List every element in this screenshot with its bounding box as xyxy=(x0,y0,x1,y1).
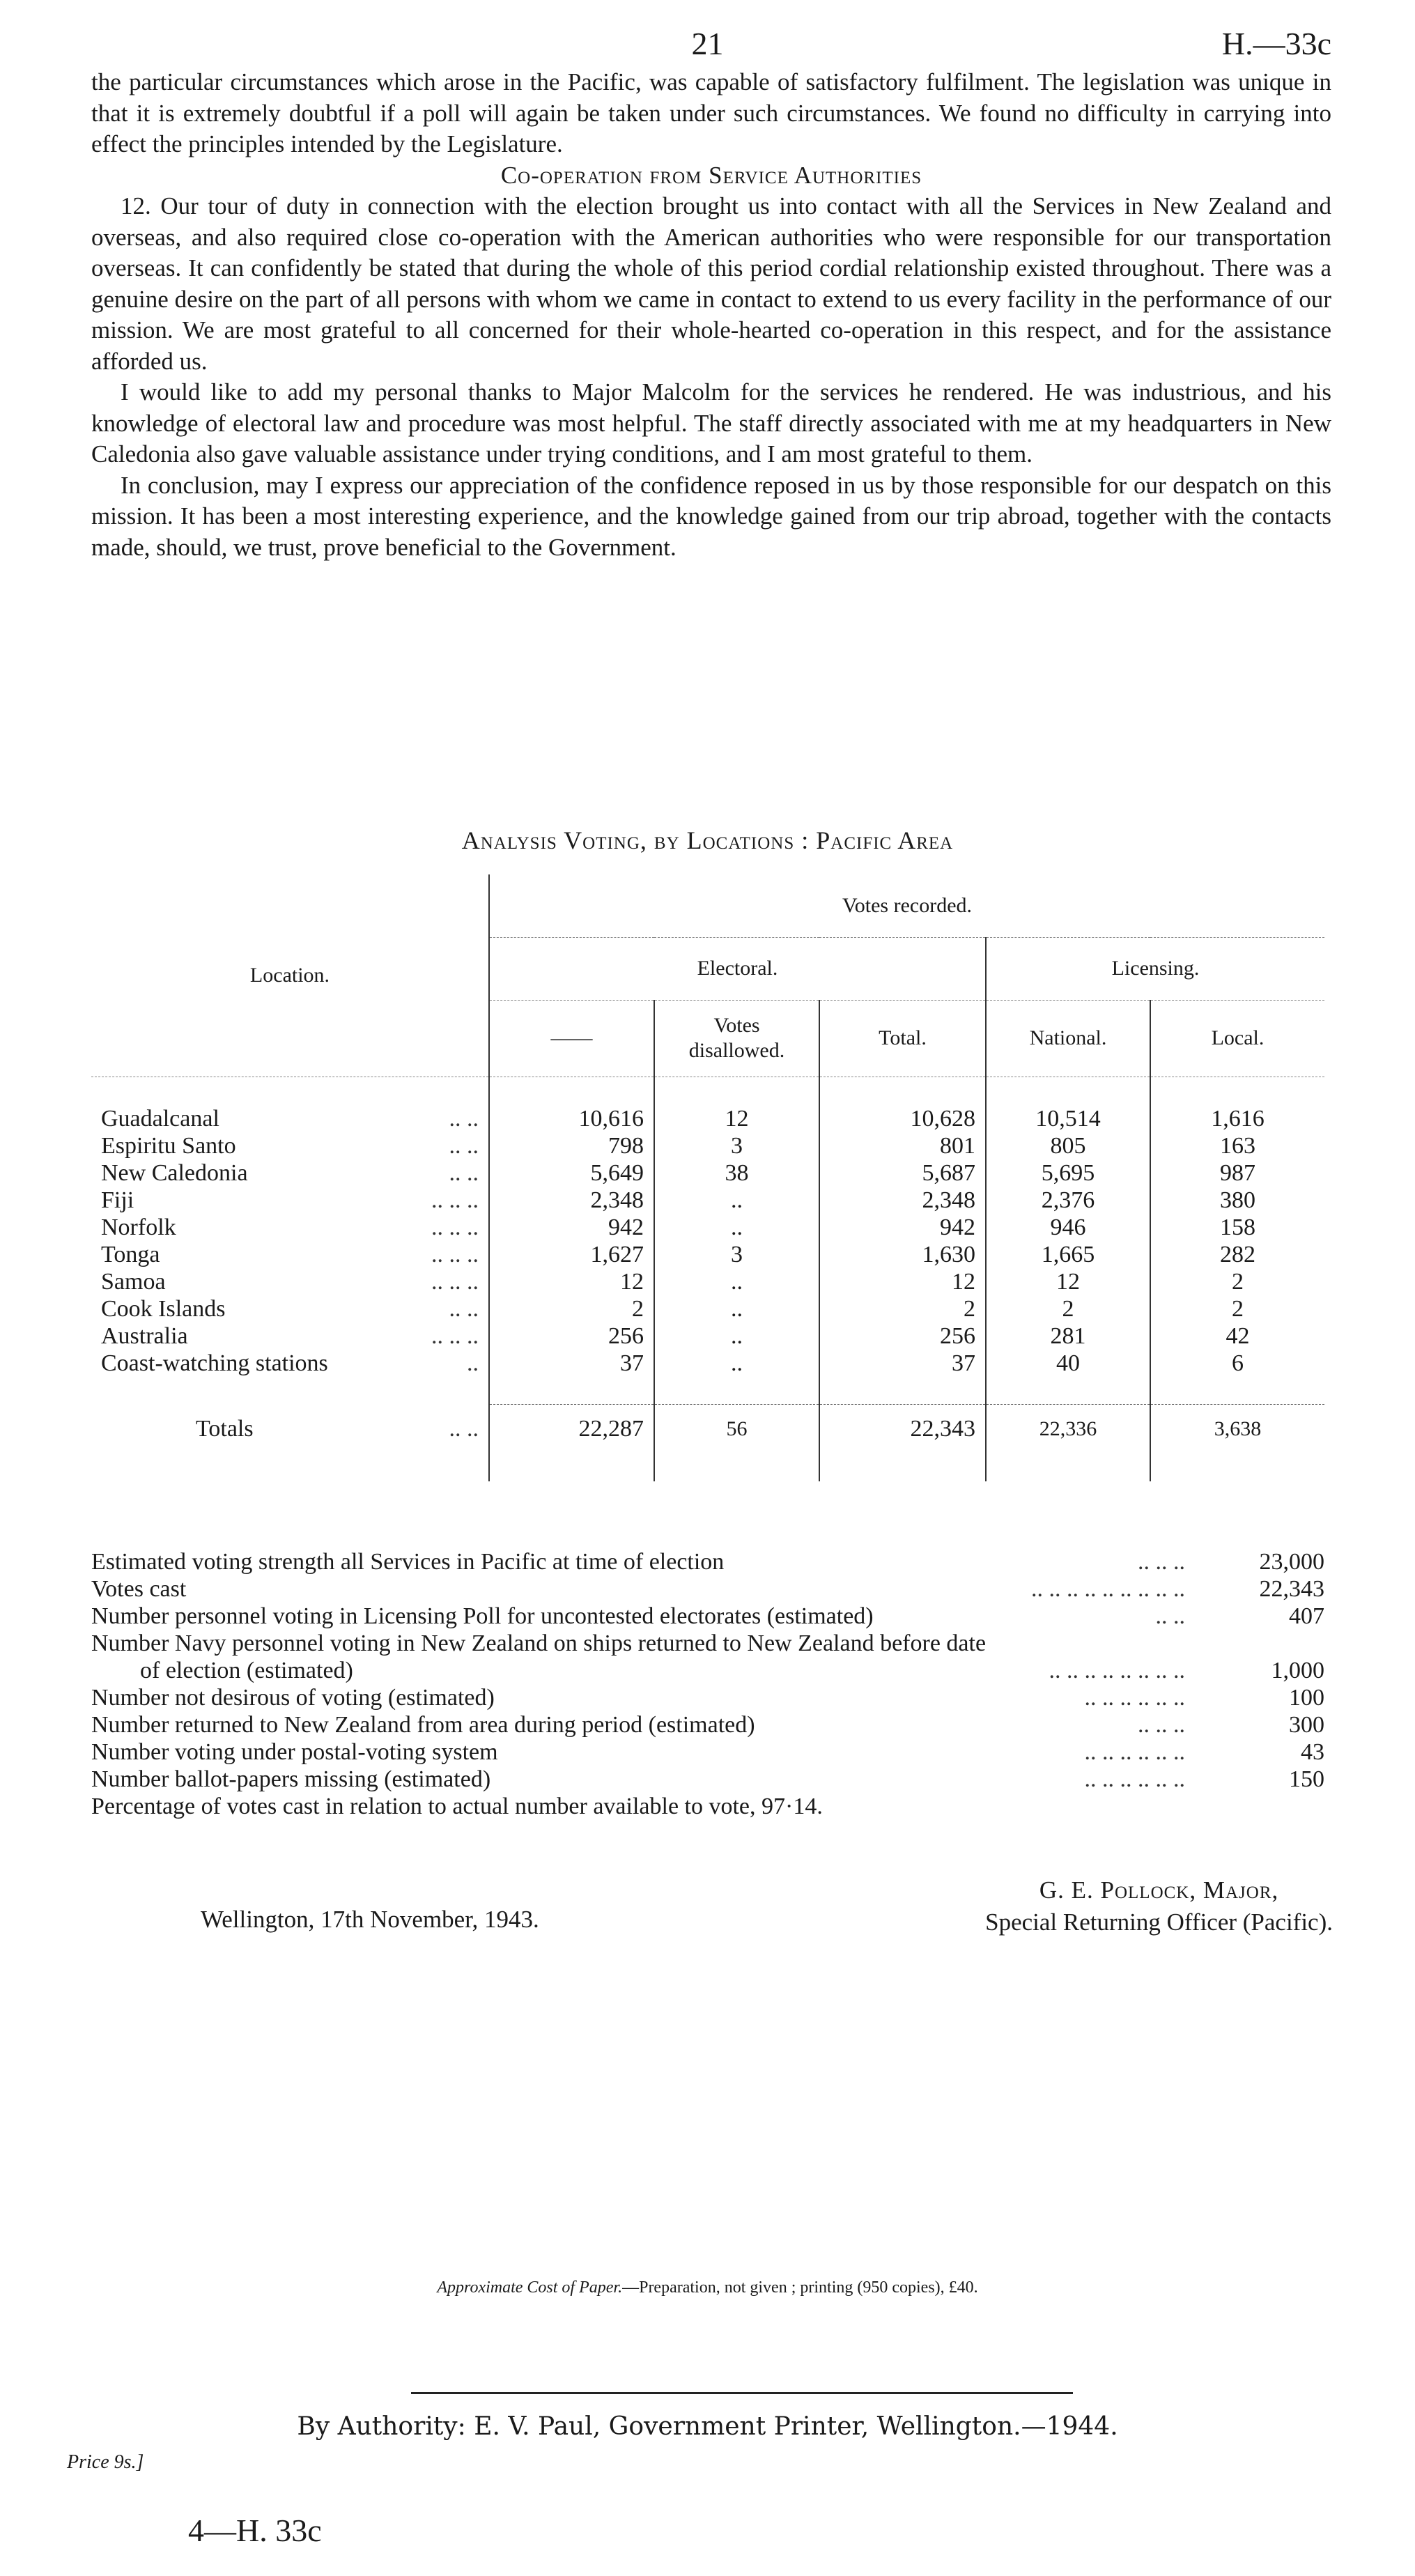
leader-dots: .. xyxy=(467,1350,479,1376)
section-heading: Co-operation from Service Authorities xyxy=(500,161,922,189)
table-row xyxy=(91,1132,1324,1159)
leader-dots: .. .. xyxy=(449,1105,479,1132)
summary-item xyxy=(91,1684,1324,1711)
leader-dots: .. .. .. .. .. .. .. .. .. xyxy=(1031,1576,1185,1602)
local-votes: 2 xyxy=(1150,1268,1324,1295)
leader-dots: .. .. .. .. .. .. xyxy=(1084,1739,1185,1765)
summary-item xyxy=(91,1575,1324,1603)
local-votes: 158 xyxy=(1150,1214,1324,1241)
totals-label: Totals xyxy=(196,1416,254,1442)
totals-row xyxy=(91,1405,1324,1453)
summary-value: 23,000 xyxy=(1259,1549,1324,1575)
cost-text: —Preparation, not given ; printing (950 copies), £40. xyxy=(622,2278,978,2297)
disallowed-votes: .. xyxy=(654,1268,819,1295)
location-name: Guadalcanal xyxy=(101,1105,219,1132)
valid-votes: 5,649 xyxy=(489,1159,654,1187)
table-row xyxy=(91,1105,1324,1132)
printer-authority: By Authority: E. V. Paul, Government Printer, Wellington.—1944. xyxy=(297,2412,1118,2441)
total-votes: 10,628 xyxy=(819,1105,986,1132)
total-votes: 256 xyxy=(819,1322,986,1350)
header-licensing: Licensing. xyxy=(986,937,1324,1000)
disallowed-votes: 3 xyxy=(654,1132,819,1159)
place-date: Wellington, 17th November, 1943. xyxy=(201,1906,539,1933)
disallowed-votes: .. xyxy=(654,1322,819,1350)
national-votes: 281 xyxy=(986,1322,1150,1350)
summary-label: Number voting under postal-voting system xyxy=(91,1739,498,1765)
local-votes: 1,616 xyxy=(1150,1105,1324,1132)
valid-votes: 256 xyxy=(489,1322,654,1350)
valid-votes: 942 xyxy=(489,1214,654,1241)
table-row xyxy=(91,1295,1324,1322)
leader-dots: .. .. .. .. .. .. .. .. xyxy=(1049,1658,1185,1683)
signatory-name: G. E. Pollock, Major, xyxy=(1039,1876,1279,1904)
totals-local: 3,638 xyxy=(1150,1405,1324,1453)
summary-label: Number ballot-papers missing (estimated) xyxy=(91,1766,491,1792)
valid-votes: 2,348 xyxy=(489,1187,654,1214)
total-votes: 1,630 xyxy=(819,1241,986,1268)
paragraph: I would like to add my personal thanks to Major Malcolm for the services he rendered. He was industrious, and his knowledge of electoral law and procedure was most helpful. The staff directly associated with me at my headquarters in New Caledonia also gave valuable assistance under trying conditions, and I am most grateful to them. xyxy=(91,378,1331,468)
leader-dots: .. .. .. .. .. .. xyxy=(1084,1766,1185,1792)
total-votes: 942 xyxy=(819,1214,986,1241)
total-votes: 801 xyxy=(819,1132,986,1159)
national-votes: 1,665 xyxy=(986,1241,1150,1268)
leader-dots: .. .. .. xyxy=(431,1214,479,1240)
national-votes: 5,695 xyxy=(986,1159,1150,1187)
price: Price 9s.] xyxy=(67,2451,144,2473)
summary-item xyxy=(91,1630,1324,1657)
location-name: Australia xyxy=(101,1322,188,1349)
percentage-line: Percentage of votes cast in relation to actual number available to vote, 97·14. xyxy=(91,1794,823,1819)
table-row xyxy=(91,1350,1324,1377)
leader-dots: .. .. .. xyxy=(431,1268,479,1295)
table-row xyxy=(91,1159,1324,1187)
location-name: Cook Islands xyxy=(101,1295,226,1322)
valid-votes: 12 xyxy=(489,1268,654,1295)
leader-dots: .. .. xyxy=(449,1295,479,1322)
location-name: Samoa xyxy=(101,1268,166,1295)
national-votes: 12 xyxy=(986,1268,1150,1295)
summary-item xyxy=(91,1766,1324,1793)
summary-item xyxy=(91,1657,1324,1684)
national-votes: 805 xyxy=(986,1132,1150,1159)
header-valid: —— xyxy=(489,1000,654,1077)
summary-label: Number personnel voting in Licensing Poll for uncontested electorates (estimated) xyxy=(91,1603,874,1629)
header-total: Total. xyxy=(819,1000,986,1077)
disallowed-votes: .. xyxy=(654,1187,819,1214)
location-name: Espiritu Santo xyxy=(101,1132,236,1159)
local-votes: 2 xyxy=(1150,1295,1324,1322)
national-votes: 2 xyxy=(986,1295,1150,1322)
totals-disallowed: 56 xyxy=(654,1405,819,1453)
local-votes: 380 xyxy=(1150,1187,1324,1214)
leader-dots: .. .. .. xyxy=(431,1187,479,1213)
summary-label: Number not desirous of voting (estimated) xyxy=(91,1685,495,1711)
valid-votes: 10,616 xyxy=(489,1105,654,1132)
valid-votes: 2 xyxy=(489,1295,654,1322)
summary-item xyxy=(91,1711,1324,1738)
disallowed-votes: .. xyxy=(654,1350,819,1377)
table-row xyxy=(91,1322,1324,1350)
summary-value: 100 xyxy=(1289,1685,1324,1711)
summary-value: 1,000 xyxy=(1271,1658,1324,1683)
location-name: Coast-watching stations xyxy=(101,1350,328,1376)
disallowed-votes: 38 xyxy=(654,1159,819,1187)
cost-label: Approximate Cost of Paper. xyxy=(437,2278,623,2297)
leader-dots: .. .. xyxy=(449,1132,479,1159)
disallowed-votes: 12 xyxy=(654,1105,819,1132)
leader-dots: .. .. .. xyxy=(431,1322,479,1349)
location-name: Fiji xyxy=(101,1187,134,1213)
total-votes: 12 xyxy=(819,1268,986,1295)
voting-analysis-table xyxy=(91,874,1324,1481)
document-reference: H.—33c xyxy=(1221,26,1331,61)
summary-value: 22,343 xyxy=(1259,1576,1324,1602)
paragraph: 12. Our tour of duty in connection with the election brought us into contact with all the Services in New Zealand and overseas, and also required close co-operation with the American authorities who were responsible for our transportation overseas. It can confidently be stated that during the whole of this period cordial relationship existed throughout. There was a genuine desire on the part of all persons with whom we came in contact to extend to us every facility in the performance of our mission. We are most grateful to all concerned for their whole-hearted co-operation in this respect, and for the assistance afforded us. xyxy=(91,192,1331,375)
summary-value xyxy=(1199,1630,1324,1657)
summary-value: 43 xyxy=(1301,1739,1324,1765)
header-location: Location. xyxy=(249,963,330,987)
signature-block xyxy=(985,1874,1333,1938)
signatory-title: Special Returning Officer (Pacific). xyxy=(985,1908,1333,1936)
totals-national: 22,336 xyxy=(986,1405,1150,1453)
total-votes: 5,687 xyxy=(819,1159,986,1187)
totals-valid: 22,287 xyxy=(489,1405,654,1453)
valid-votes: 37 xyxy=(489,1350,654,1377)
body-text xyxy=(91,67,1331,563)
national-votes: 10,514 xyxy=(986,1105,1150,1132)
table-row xyxy=(91,1187,1324,1214)
location-name: Norfolk xyxy=(101,1214,176,1240)
leader-dots: .. .. .. .. .. .. xyxy=(1084,1685,1185,1711)
leader-dots: .. .. .. xyxy=(431,1241,479,1267)
leader-dots: .. .. xyxy=(1155,1603,1185,1629)
national-votes: 2,376 xyxy=(986,1187,1150,1214)
local-votes: 282 xyxy=(1150,1241,1324,1268)
local-votes: 42 xyxy=(1150,1322,1324,1350)
summary-value: 300 xyxy=(1289,1712,1324,1738)
summary-label: Number returned to New Zealand from area during period (estimated) xyxy=(91,1712,755,1738)
header-votes-recorded: Votes recorded. xyxy=(489,874,1324,937)
leader-dots: .. .. xyxy=(449,1159,479,1186)
header-votes-disallowed: Votes disallowed. xyxy=(654,1000,819,1077)
table-row xyxy=(91,1241,1324,1268)
valid-votes: 1,627 xyxy=(489,1241,654,1268)
total-votes: 2,348 xyxy=(819,1187,986,1214)
disallowed-votes: .. xyxy=(654,1295,819,1322)
total-votes: 37 xyxy=(819,1350,986,1377)
summary-item xyxy=(91,1548,1324,1575)
leader-dots: .. .. .. xyxy=(1138,1712,1185,1738)
local-votes: 987 xyxy=(1150,1159,1324,1187)
national-votes: 40 xyxy=(986,1350,1150,1377)
disallowed-votes: 3 xyxy=(654,1241,819,1268)
page-number: 21 xyxy=(691,26,724,61)
location-name: New Caledonia xyxy=(101,1159,248,1186)
summary-label: Votes cast xyxy=(91,1576,187,1602)
local-votes: 6 xyxy=(1150,1350,1324,1377)
valid-votes: 798 xyxy=(489,1132,654,1159)
summary-label: Estimated voting strength all Services in Pacific at time of election xyxy=(91,1549,725,1575)
total-votes: 2 xyxy=(819,1295,986,1322)
divider xyxy=(411,2392,1073,2394)
table-row xyxy=(91,1214,1324,1241)
summary-item xyxy=(91,1738,1324,1766)
location-name: Tonga xyxy=(101,1241,160,1267)
summary-value: 150 xyxy=(1289,1766,1324,1792)
table-title: Analysis Voting, by Locations : Pacific Area xyxy=(461,826,954,854)
disallowed-votes: .. xyxy=(654,1214,819,1241)
paragraph: In conclusion, may I express our appreciation of the confidence reposed in us by those responsible for our despatch on this mission. It has been a most interesting experience, and the knowledge gained from our trip abroad, together with the contacts made, should, we trust, prove beneficial to the Government. xyxy=(91,471,1331,561)
cost-note xyxy=(0,2278,1415,2297)
summary-item xyxy=(91,1603,1324,1630)
leader-dots: .. .. xyxy=(449,1416,479,1442)
local-votes: 163 xyxy=(1150,1132,1324,1159)
leader-dots: .. .. .. xyxy=(1138,1549,1185,1575)
summary-label: of election (estimated) xyxy=(140,1658,353,1683)
table-row xyxy=(91,1268,1324,1295)
summary-list xyxy=(91,1548,1324,1820)
header-local: Local. xyxy=(1150,1000,1324,1077)
header-electoral: Electoral. xyxy=(489,937,986,1000)
intro-paragraph: the particular circumstances which arose in the Pacific, was capable of satisfactory fulfilment. The legislation was unique in that it is extremely doubtful if a poll will again be taken under such circumstances. We found no difficulty in carrying into effect the principles intended by the Legislature. xyxy=(91,68,1331,157)
summary-value: 407 xyxy=(1289,1603,1324,1629)
summary-label: Number Navy personnel voting in New Zealand on ships returned to New Zealand before date xyxy=(91,1630,987,1656)
header-national: National. xyxy=(986,1000,1150,1077)
national-votes: 946 xyxy=(986,1214,1150,1241)
totals-total: 22,343 xyxy=(819,1405,986,1453)
document-footer-ref: 4—H. 33c xyxy=(188,2513,322,2548)
